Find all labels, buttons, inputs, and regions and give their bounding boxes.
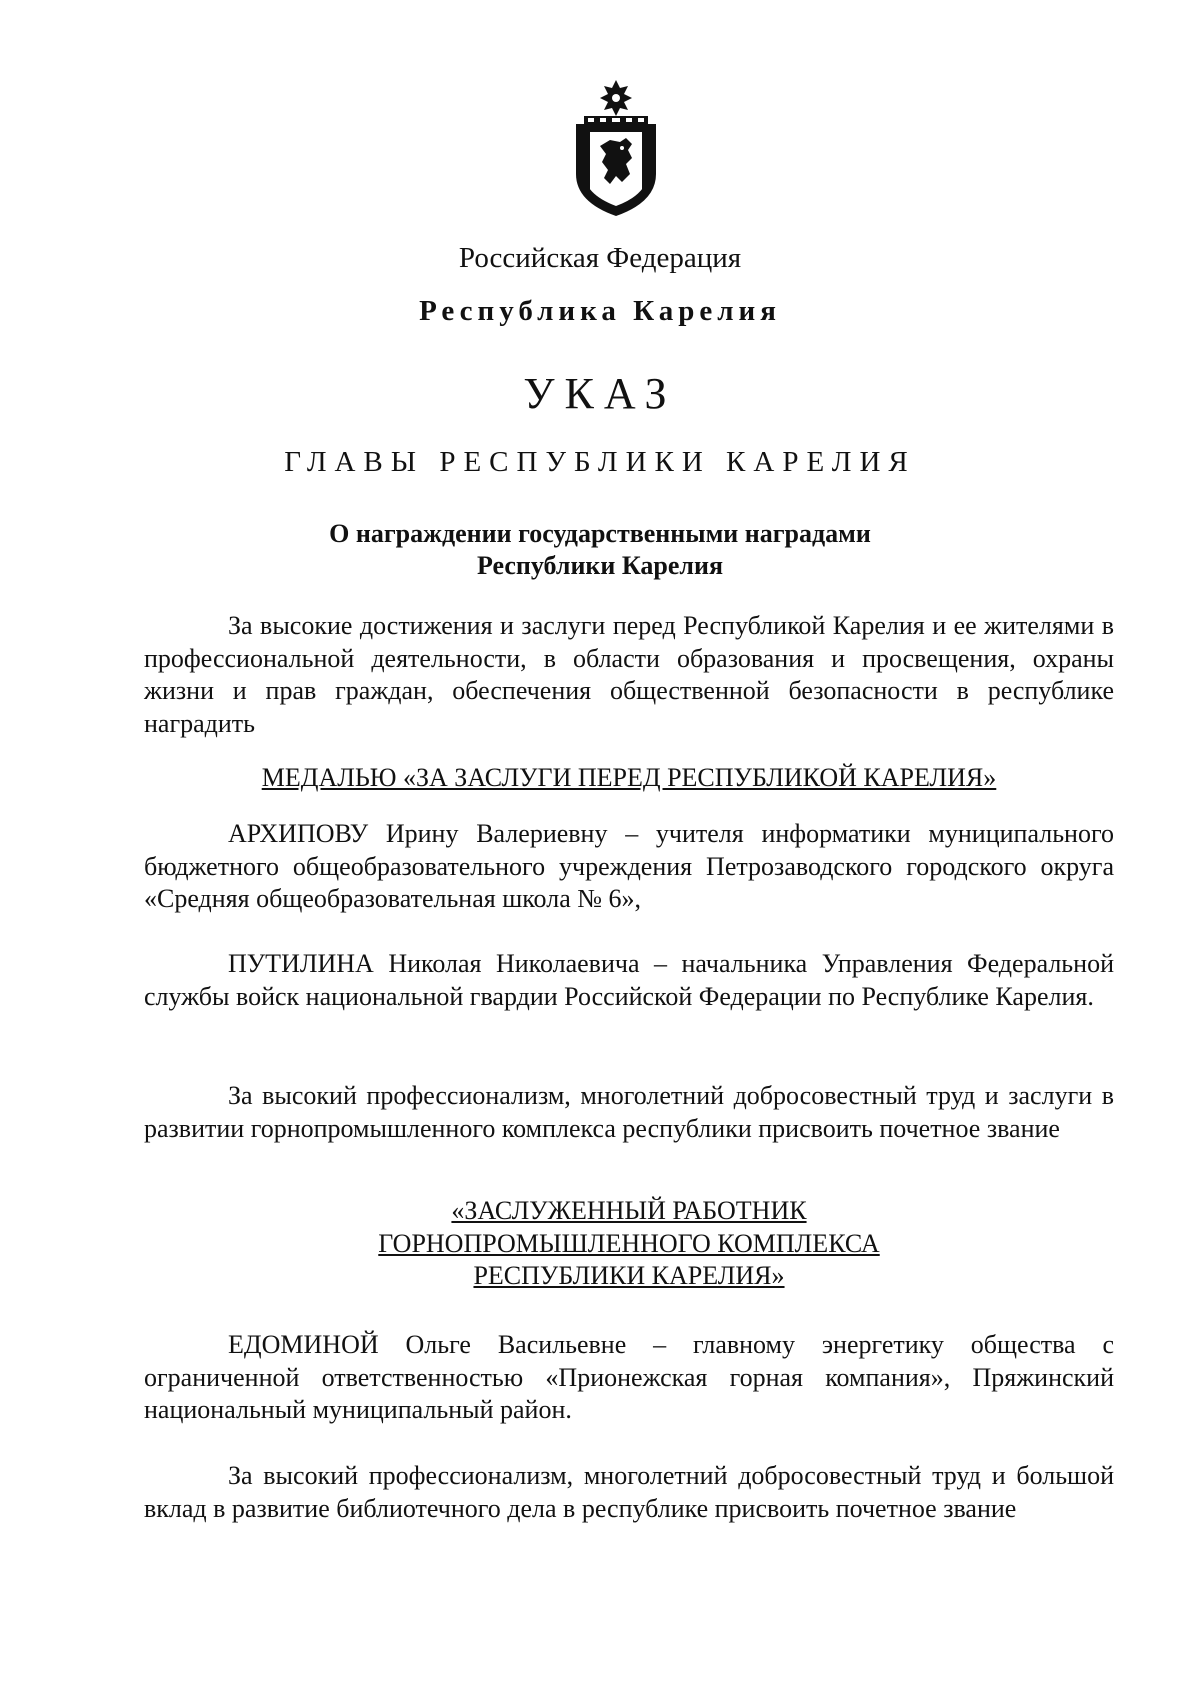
- paragraph-education-awards: За высокие достижения и заслуги перед Республикой Карелия и ее жителями в профессиональной деятельности, в области образования и просвещения, охраны жизни и прав граждан, обеспечения общественной безопасности в республике наградить: [144, 611, 1114, 738]
- paragraph-library-title: За высокий профессионализм, многолетний добросовестный труд и большой вклад в развитие библиотечного дела в республике присвоить почетное звание: [144, 1461, 1114, 1523]
- decree-subject-line-1: О награждении государственными наградами: [329, 519, 871, 548]
- issuer-title: ГЛАВЫ РЕСПУБЛИКИ КАРЕЛИЯ: [284, 446, 916, 478]
- republic-name: Республика Карелия: [419, 295, 781, 327]
- document-type: УКАЗ: [523, 369, 677, 418]
- paragraph-mining-title: За высокий профессионализм, многолетний добросовестный труд и заслуги в развитии горнопромышленного комплекса республики присвоить почетное звание: [144, 1081, 1114, 1143]
- decree-subject-line-2: Республики Карелия: [476, 551, 724, 580]
- karelia-coat-of-arms-icon: [570, 78, 662, 218]
- recipient-putilin: ПУТИЛИНА Николая Николаевича – начальника Управления Федеральной службы войск национальной гвардии Российской Федерации по Республике Карелия.: [144, 949, 1114, 1011]
- recipient-arkhipova: АРХИПОВУ Ирину Валериевну – учителя информатики муниципального бюджетного общеобразовательного учреждения Петрозаводского городского округа «Средняя общеобразовательная школа № 6»,: [144, 819, 1114, 913]
- recipient-edomina: ЕДОМИНОЙ Ольге Васильевне – главному энергетику общества с ограниченной ответственностью «Прионежская горная компания», Пряжинский национальный муниципальный район.: [144, 1330, 1114, 1424]
- award-medal-heading: МЕДАЛЬЮ «ЗА ЗАСЛУГИ ПЕРЕД РЕСПУБЛИКОЙ КАРЕЛИЯ»: [261, 763, 997, 792]
- award-mining-title-line-1: «ЗАСЛУЖЕННЫЙ РАБОТНИК: [451, 1196, 807, 1225]
- decree-subject: [0, 518, 1200, 582]
- award-mining-title-line-3: РЕСПУБЛИКИ КАРЕЛИЯ»: [473, 1261, 785, 1290]
- award-mining-title-line-2: ГОРНОПРОМЫШЛЕННОГО КОМПЛЕКСА: [378, 1228, 880, 1258]
- country-name: Российская Федерация: [458, 242, 742, 274]
- award-mining-title-heading: [144, 1195, 1114, 1293]
